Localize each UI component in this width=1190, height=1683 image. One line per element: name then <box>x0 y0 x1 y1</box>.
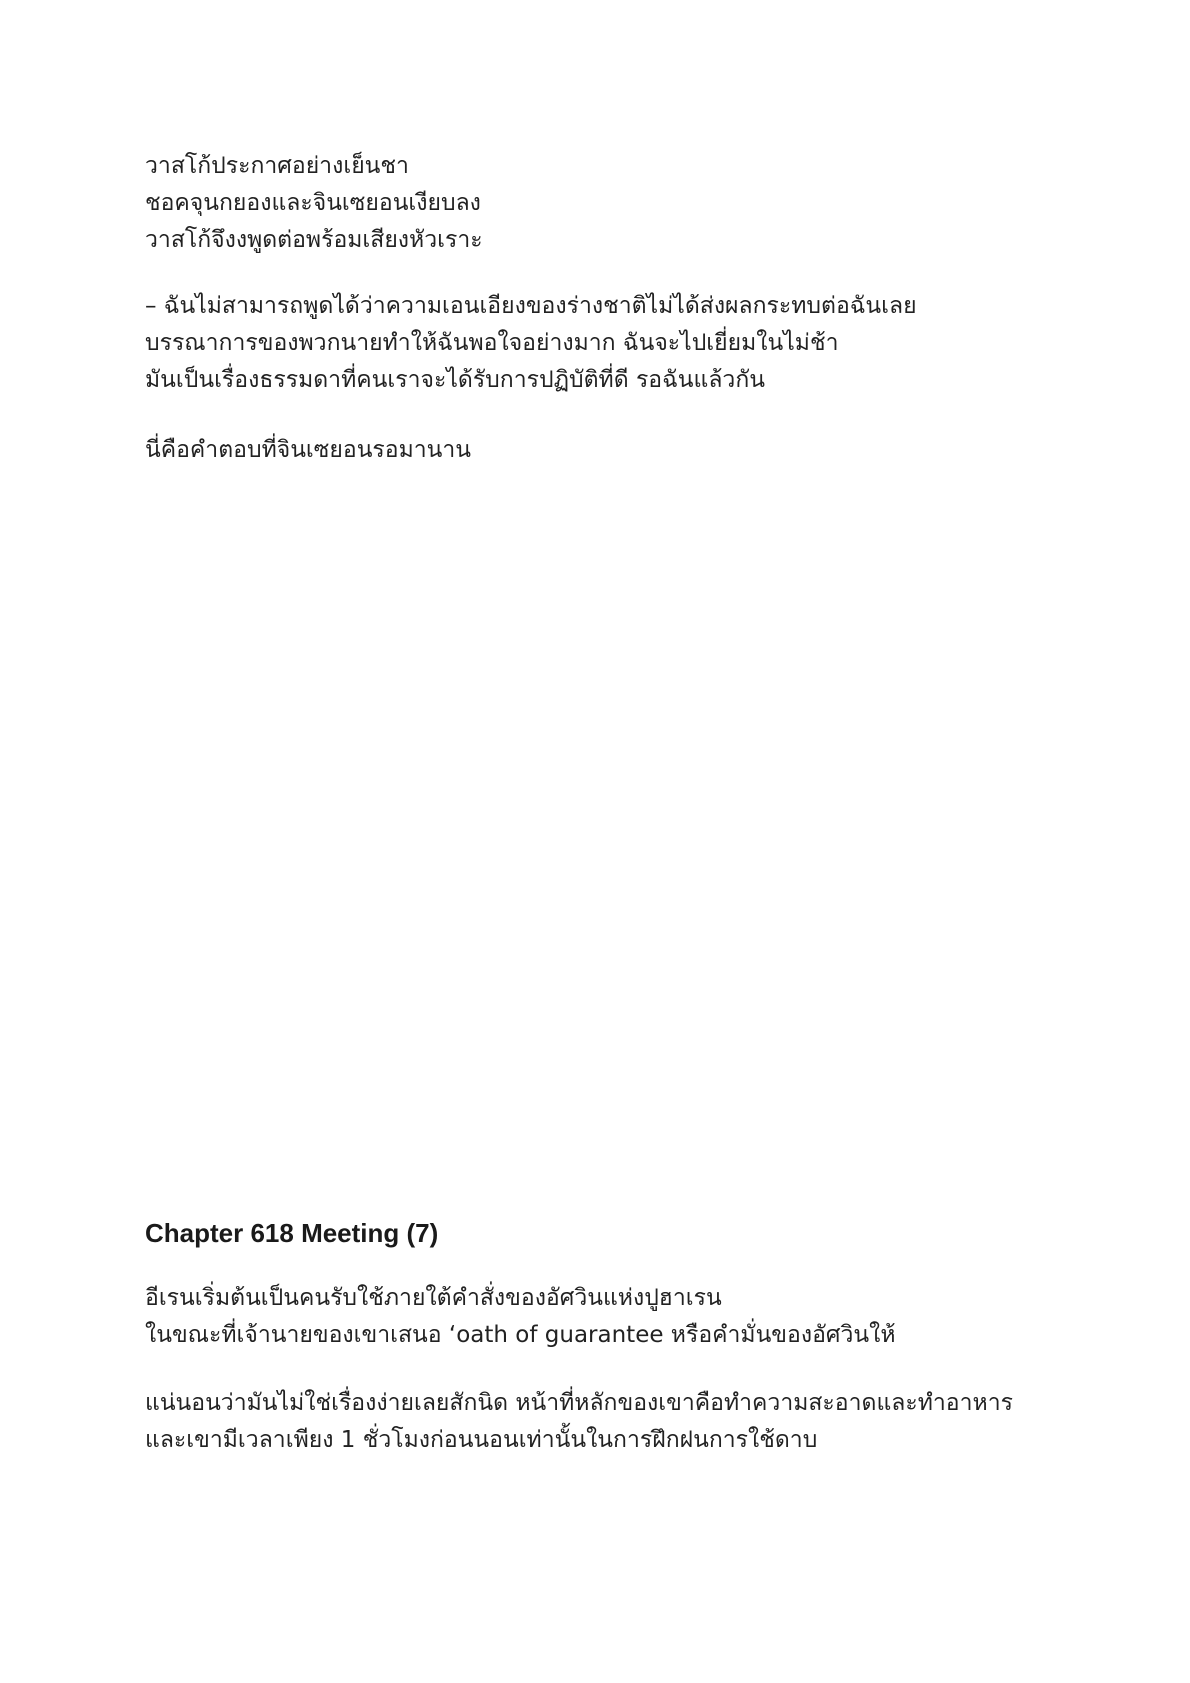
chapter-heading <box>145 1215 1105 1251</box>
paragraph-3 <box>145 432 1105 469</box>
text-line: ชอคจุนกยองและจินเซยอนเงียบลง <box>145 190 481 216</box>
text-line: วาสโก้จึงงพูดต่อพร้อมเสียงหัวเราะ <box>145 227 483 253</box>
text-line: – ฉันไม่สามารถพูดได้ว่าความเอนเอียงของร่างชาติไม่ได้ส่งผลกระทบต่อฉันเลย <box>145 293 917 319</box>
chapter-paragraph-2 <box>145 1385 1105 1459</box>
text-line: มันเป็นเรื่องธรรมดาที่คนเราจะได้รับการปฏิบัติที่ดี รอฉันแล้วกัน <box>145 367 765 393</box>
text-line: อีเรนเริ่มต้นเป็นคนรับใช้ภายใต้คำสั่งของอัศวินแห่งปูฮาเรน <box>145 1285 722 1311</box>
chapter-title: Chapter 618 Meeting (7) <box>145 1218 439 1248</box>
text-line: แน่นอนว่ามันไม่ใช่เรื่องง่ายเลยสักนิด หน้าที่หลักของเขาคือทำความสะอาดและทำอาหาร <box>145 1390 1013 1416</box>
paragraph-2 <box>145 288 1105 399</box>
chapter-paragraph-1 <box>145 1280 1105 1354</box>
text-line: บรรณาการของพวกนายทำให้ฉันพอใจอย่างมาก ฉันจะไปเยี่ยมในไม่ช้า <box>145 330 839 356</box>
text-line: นี่คือคำตอบที่จินเซยอนรอมานาน <box>145 437 472 463</box>
text-line: และเขามีเวลาเพียง 1 ชั่วโมงก่อนนอนเท่านั้นในการฝึกฝนการใช้ดาบ <box>145 1427 818 1453</box>
text-line: วาสโก้ประกาศอย่างเย็นชา <box>145 153 409 179</box>
text-line: ในขณะที่เจ้านายของเขาเสนอ ‘oath of guarantee หรือคำมั่นของอัศวินให้ <box>145 1322 896 1348</box>
paragraph-1 <box>145 148 1105 259</box>
